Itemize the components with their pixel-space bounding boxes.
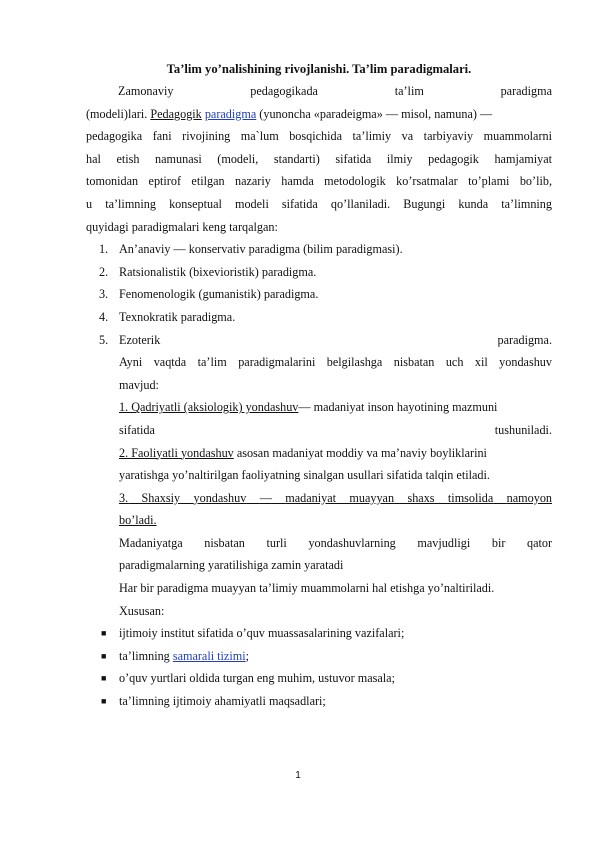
- word: timsolida: [447, 490, 494, 505]
- list-text: Texnokratik paradigma.: [119, 309, 236, 324]
- word: Shaxsiy: [141, 490, 181, 505]
- word: pedagogikada: [250, 84, 318, 98]
- word: namoyon: [506, 490, 553, 505]
- word: tushuniladi.: [494, 422, 552, 437]
- list-number: 4.: [99, 309, 109, 324]
- bullet-text: o’quv yurtlari oldida turgan eng muhim, ustuvor masala;: [119, 671, 395, 686]
- intro-line-6: u ta’limning konseptual modeli sifatida qo’llaniladi. Bugungi kunda ta’limning: [86, 196, 552, 211]
- approach-1-line: [119, 396, 552, 419]
- culture-line-1: [119, 532, 552, 555]
- word: sifatida: [119, 422, 155, 437]
- text-fragment: — madaniyat inson hayotining mazmuni: [298, 400, 498, 415]
- samarali-tizimi-link[interactable]: samarali tizimi: [172, 648, 246, 663]
- intro-line-2: [86, 103, 552, 126]
- word: Madaniyatga: [119, 535, 183, 550]
- word: bir: [491, 535, 506, 550]
- list-text: Fenomenologik (gumanistik) paradigma.: [119, 287, 319, 302]
- list-item: [86, 329, 552, 352]
- document-page: [86, 58, 552, 713]
- word: paradigma.: [497, 332, 552, 347]
- list-text: Ratsionalistik (bixevioristik) paradigma.: [119, 264, 317, 279]
- list-item: [86, 238, 552, 261]
- approach-line-2: mavjud:: [119, 377, 159, 392]
- word: shaxs: [407, 490, 435, 505]
- approach-3-end: bo’ladi.: [119, 513, 157, 528]
- bullet-text: ijtimoiy institut sifatida o’quv muassasalarining vazifalari;: [119, 626, 405, 641]
- text-fragment: (modeli)lari.: [86, 106, 151, 121]
- bullet-icon: ■: [101, 650, 107, 661]
- word: Ezoterik: [119, 332, 161, 347]
- approach-2-line-2: yaratishga yo’naltirilgan faoliyatning sinalgan usullari sifatida talqin etiladi.: [119, 468, 490, 483]
- word: yondashuv: [193, 490, 247, 505]
- word: yondashuvlarning: [308, 535, 396, 550]
- word: 3.: [119, 490, 129, 505]
- word: —: [259, 490, 272, 505]
- intro-line-7: quyidagi paradigmalari keng tarqalgan:: [86, 219, 278, 234]
- pedagogik-link[interactable]: Pedagogik: [150, 106, 202, 121]
- word: nisbatan: [204, 535, 245, 550]
- word: paradigma: [500, 84, 552, 98]
- approach-2-heading: 2. Faoliyatli yondashuv: [119, 445, 234, 460]
- list-number: 2.: [99, 264, 109, 279]
- approach-line-1: Ayni vaqtda ta’lim paradigmalarini belgilashga nisbatan uch xil yondashuv: [119, 355, 552, 370]
- word: madaniyat: [285, 490, 337, 505]
- approach-1-heading: 1. Qadriyatli (aksiologik) yondashuv: [119, 400, 299, 415]
- list-item: [86, 306, 552, 329]
- bullet-icon: ■: [101, 628, 107, 639]
- list-text: [119, 329, 552, 352]
- bullet-item: [86, 690, 552, 713]
- paradigma-link[interactable]: paradigma: [204, 106, 257, 121]
- intro-line-3: pedagogika fani rivojining ma`lum bosqichida ta’limiy va tarbiyaviy muammolarni: [86, 129, 552, 144]
- list-number: 5.: [99, 332, 109, 347]
- bullet-icon: ■: [101, 673, 107, 684]
- word: Zamonaviy: [118, 84, 174, 98]
- approach-3-line: [119, 487, 552, 510]
- bullet-icon: ■: [101, 696, 107, 707]
- approach-1-line-2: [119, 419, 552, 442]
- word: turli: [266, 535, 287, 550]
- word: qator: [527, 535, 553, 550]
- intro-line-1: [86, 80, 552, 103]
- list-text: An’anaviy — konservativ paradigma (bilim paradigmasi).: [119, 242, 403, 257]
- text-fragment: asosan madaniyat moddiy va ma’naviy boyliklarini: [233, 445, 487, 460]
- list-number: 3.: [99, 287, 109, 302]
- word: muayyan: [349, 490, 395, 505]
- document-title: Ta’lim yo’nalishining rivojlanishi. Ta’lim paradigmalari.: [166, 62, 472, 76]
- list-item: [86, 283, 552, 306]
- culture-line-4: Xususan:: [119, 603, 165, 618]
- bullet-text: ta’limning: [119, 648, 173, 663]
- culture-line-3: Har bir paradigma muayyan ta’limiy muammolarni hal etishga yo’naltiriladi.: [119, 581, 495, 596]
- word: mavjudligi: [417, 535, 471, 550]
- intro-line-4: hal etish namunasi (modeli, standarti) sifatida ilmiy pedagogik hamjamiyat: [86, 151, 552, 166]
- list-item: [86, 261, 552, 284]
- page-number: 1: [295, 770, 301, 781]
- word: ta’lim: [394, 84, 424, 98]
- bullet-item: [86, 667, 552, 690]
- bullet-text: ;: [245, 648, 249, 663]
- list-number: 1.: [99, 242, 109, 257]
- bullet-item: [86, 622, 552, 645]
- culture-line-2: paradigmalarning yaratilishiga zamin yaratadi: [119, 558, 344, 573]
- approach-3-line-2: [119, 509, 552, 532]
- text-fragment: (yunoncha «paradeigma» — misol, namuna) —: [256, 106, 493, 121]
- bullet-item: [86, 645, 552, 668]
- intro-line-5: tomonidan eptirof etilgan nazariy hamda metodologik ko’rsatmalar to’plami bo’lib,: [86, 174, 552, 189]
- bullet-text: ta’limning ijtimoiy ahamiyatli maqsadlari;: [119, 694, 326, 709]
- approach-2-line: [119, 442, 552, 465]
